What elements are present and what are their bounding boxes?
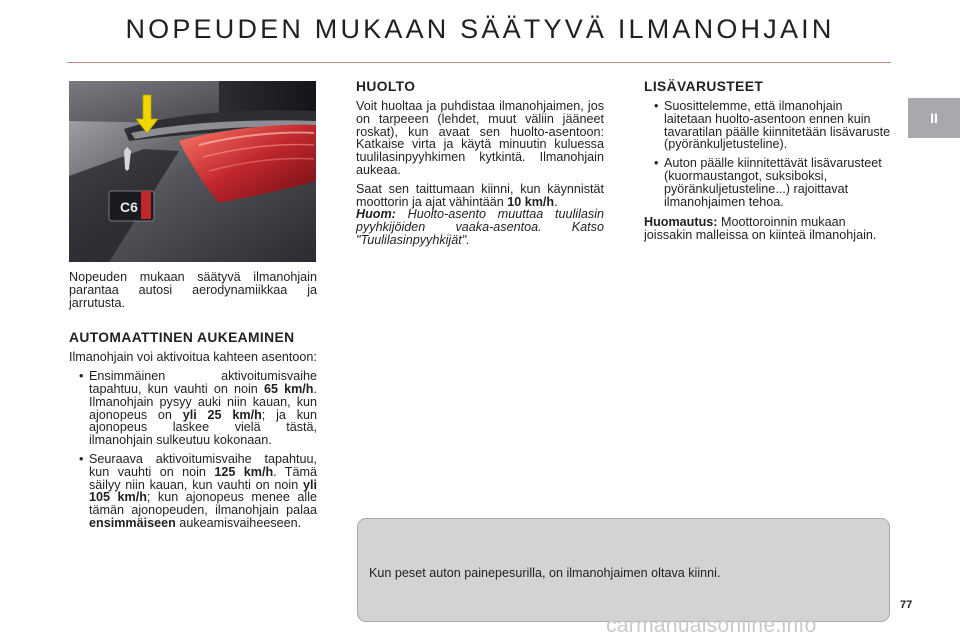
- note-label: Huomautus:: [644, 215, 718, 230]
- list-item: [69, 453, 317, 530]
- intro-paragraph: Nopeuden mukaan säätyvä ilmanohjain parantaa autosi aerodynamiikkaa ja jarrutusta.: [69, 270, 317, 310]
- list-text: . Tämä säilyy niin kauan, kun vauhti on noin: [89, 464, 318, 492]
- bullet-icon: •: [654, 156, 659, 171]
- maintenance-paragraph-close: [356, 183, 604, 209]
- speed-value: 10 km/h: [507, 194, 555, 209]
- bullet-icon: •: [79, 369, 84, 384]
- speed-value: yli 25 km/h: [182, 407, 262, 422]
- note-text: Huolto-asento muuttaa tuulilasin pyyhkijöiden vaaka-asentoa. Katso "Tuulilasinpyyhkijät".: [356, 207, 604, 247]
- page-number: 77: [900, 599, 913, 611]
- accessories-note: [644, 216, 892, 242]
- paragraph-text: .: [554, 194, 558, 209]
- title-divider: [67, 62, 891, 63]
- list-item: [644, 100, 892, 151]
- car-badge: C6: [120, 199, 138, 215]
- speed-value: 125 km/h: [214, 464, 274, 479]
- section-heading-automatic: AUTOMAATTINEN AUKEAMINEN: [69, 330, 295, 346]
- bullet-icon: •: [79, 451, 84, 466]
- note-label: Huom:: [356, 207, 396, 222]
- warning-text: Kun peset auton painepesurilla, on ilmanohjaimen oltava kiinni.: [369, 566, 721, 580]
- activation-list: [69, 370, 317, 530]
- column-middle: [356, 80, 604, 247]
- list-text: ; ja kun ajonopeus laskee vielä tästä, ilmanohjain sulkeutuu kokonaan.: [89, 407, 317, 448]
- list-item: [69, 370, 317, 447]
- list-item: [644, 157, 892, 208]
- automatic-intro: Ilmanohjain voi aktivoitua kahteen asentoon:: [69, 350, 317, 365]
- list-text: . Ilmanohjain pysyy auki niin kauan, kun ajonopeus on: [89, 381, 317, 422]
- list-text: aukeamisvaiheeseen.: [175, 515, 302, 530]
- section-heading-maintenance: HUOLTO: [356, 79, 416, 94]
- emphasis-text: ensimmäiseen: [89, 515, 176, 530]
- speed-value: 65 km/h: [263, 381, 314, 396]
- warning-box: [357, 518, 890, 622]
- column-left: [69, 271, 317, 530]
- list-text: ; kun ajonopeus menee alle tämän ajonopeuden, ilmanohjain palaa: [89, 490, 317, 518]
- bullet-icon: •: [654, 99, 659, 113]
- page-title: NOPEUDEN MUKAAN SÄÄTYVÄ ILMANOHJAIN: [125, 14, 835, 44]
- chapter-tab[interactable]: II: [908, 98, 960, 138]
- speed-value: yli 105 km/h: [89, 477, 317, 505]
- car-rear-illustration: [69, 81, 316, 262]
- paragraph-text: Saat sen taittumaan kiinni, kun käynnistät moottorin ja ajat vähintään: [356, 181, 604, 209]
- list-text: Auton päälle kiinnitettävät lisävarusteet (kuormaustangot, suksiboksi, pyöränkuljetusteline...) rajoittavat ilmanohjaimen tehoa.: [664, 156, 882, 209]
- accessories-list: [644, 100, 892, 208]
- section-heading-accessories: LISÄVARUSTEET: [644, 79, 764, 94]
- watermark: carmanualsonline.info: [606, 614, 817, 637]
- list-text: Seuraava aktivoitumisvaihe tapahtuu, kun vauhti on noin: [89, 451, 317, 479]
- maintenance-paragraph: Voit huoltaa ja puhdistaa ilmanohjaimen, jos on tarpeeen (lehdet, muut väliin jääneet roskat), kun avaat sen huolto-asentoon: Katkaise virta ja käytä minuutin kuluessa tuulilasinpyyhkimen kytkintä. Ilmanohjain aukeaa.: [356, 99, 604, 177]
- list-text: Suosittelemme, että ilmanohjain laitetaan huolto-asentoon ennen kuin tavaratilan päälle kiinnitetään lisävaruste (pyöränkuljetusteline).: [664, 99, 891, 152]
- column-right: [644, 80, 892, 242]
- note-text: Moottoroinnin mukaan joissakin malleissa on kiinteä ilmanohjain.: [644, 215, 877, 243]
- rear-spoiler-photo: [69, 81, 316, 262]
- list-text: Ensimmäinen aktivoitumisvaihe tapahtuu, kun vauhti on noin: [89, 369, 317, 396]
- maintenance-note: [356, 208, 604, 246]
